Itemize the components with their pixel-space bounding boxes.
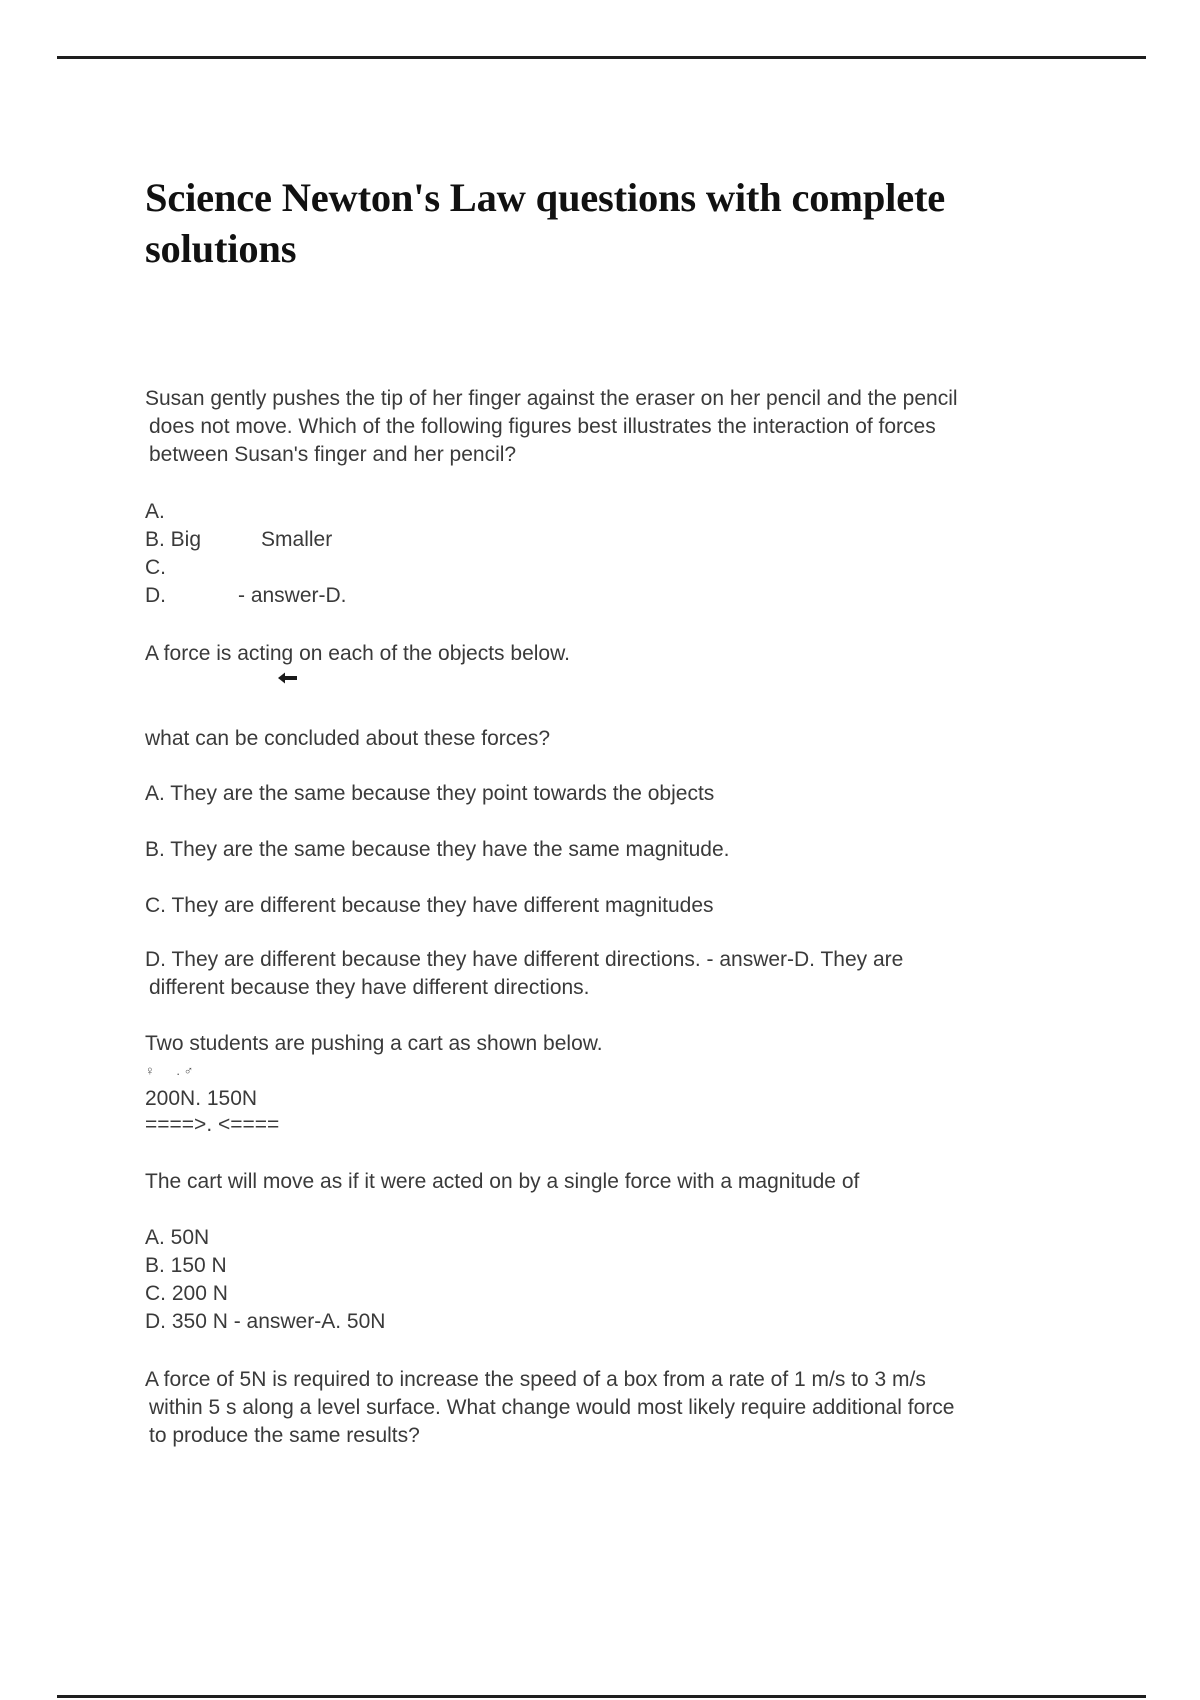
question-2-option-a: A. They are the same because they point towards the objects: [145, 782, 715, 805]
option-d-line: D. They are different because they have different directions. - answer-D. They are: [145, 948, 904, 971]
page-title: [145, 172, 1045, 274]
question-4-line: to produce the same results?: [149, 1424, 420, 1447]
question-2-option-b: B. They are the same because they have the same magnitude.: [145, 838, 730, 861]
option-a-label: A.: [145, 500, 165, 523]
question-4-text: [145, 1366, 1085, 1450]
option-d: [145, 582, 347, 610]
option-c-label: C.: [145, 556, 166, 579]
top-rule: [57, 56, 1146, 59]
answer-text: - answer-D.: [238, 584, 347, 607]
question-1-options: [145, 498, 347, 610]
gender-symbols: ♀ . ♂: [145, 1063, 194, 1078]
question-3-intro: Two students are pushing a cart as shown below.: [145, 1032, 603, 1055]
option-a: A. 50N: [145, 1226, 210, 1249]
option-b-extra: Smaller: [261, 528, 333, 551]
question-2-intro: A force is acting on each of the objects below.: [145, 642, 570, 665]
question-1-line: between Susan's finger and her pencil?: [149, 443, 517, 466]
bottom-rule: [57, 1695, 1146, 1698]
option-a: [145, 498, 347, 526]
title-line-1: Science Newton's Law questions with complete: [145, 175, 946, 220]
option-d-line: different because they have different directions.: [149, 976, 590, 999]
question-1-line: Susan gently pushes the tip of her finger against the eraser on her pencil and the pencil: [145, 387, 958, 410]
question-2-option-c: C. They are different because they have different magnitudes: [145, 894, 714, 917]
force-arrows: ====>. <====: [145, 1113, 280, 1136]
force-values: 200N. 150N: [145, 1087, 258, 1110]
option-b: B. 150 N: [145, 1254, 227, 1277]
question-1-text: [145, 385, 1085, 469]
option-d: D. 350 N - answer-A. 50N: [145, 1310, 386, 1333]
question-2-option-d: [145, 946, 1085, 1002]
question-4-line: A force of 5N is required to increase the speed of a box from a rate of 1 m/s to 3 m/s: [145, 1368, 926, 1391]
title-line-2: solutions: [145, 226, 297, 271]
question-1-line: does not move. Which of the following figures best illustrates the interaction of forces: [149, 415, 936, 438]
question-4-line: within 5 s along a level surface. What change would most likely require additional force: [149, 1396, 955, 1419]
option-d-label: D.: [145, 584, 166, 607]
question-2-text: what can be concluded about these forces?: [145, 727, 551, 750]
question-3-text: The cart will move as if it were acted on by a single force with a magnitude of: [145, 1170, 860, 1193]
left-arrow-icon: [278, 672, 298, 684]
option-c: C. 200 N: [145, 1282, 228, 1305]
option-b: [145, 526, 347, 554]
option-b-label: B. Big: [145, 528, 202, 551]
option-c: [145, 554, 347, 582]
question-3-options: [145, 1224, 385, 1336]
